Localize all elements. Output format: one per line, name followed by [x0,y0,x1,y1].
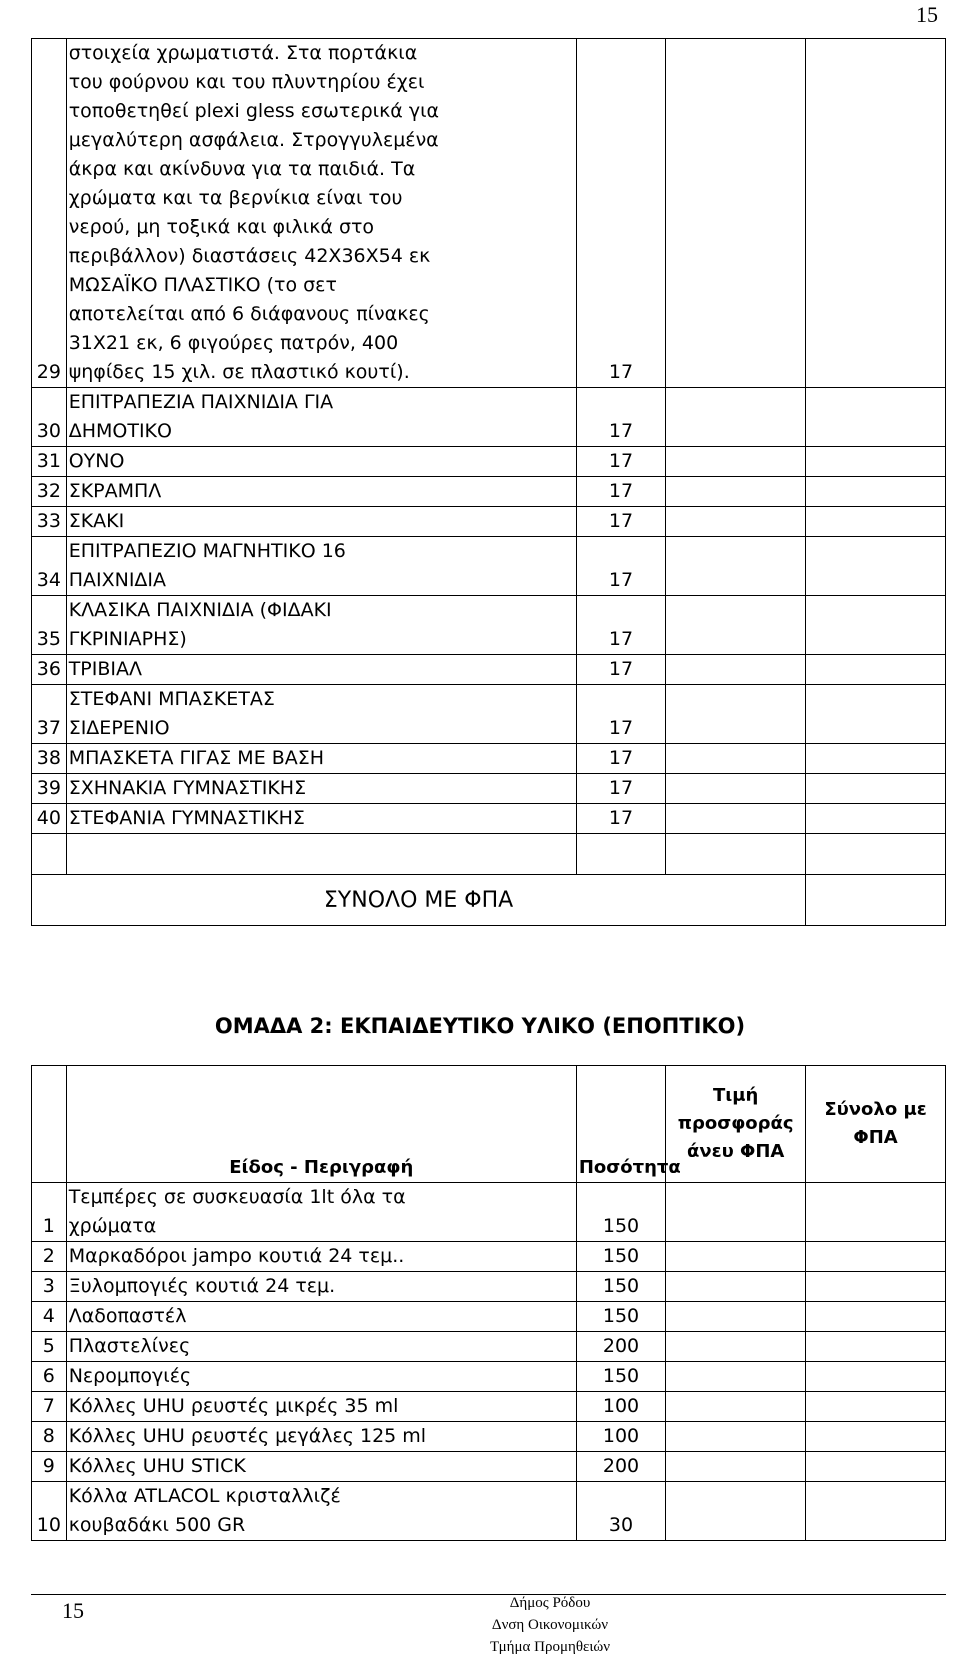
row-quantity: 17 [576,507,665,537]
description-line: τοποθετηθεί plexi gless εσωτερικά για [68,100,440,122]
table-row [32,1242,946,1272]
row-description [66,1362,576,1392]
header-price-line: προσφοράς [677,1113,794,1134]
row-price-cell [666,1272,806,1302]
row-total-cell [806,1482,946,1541]
row-quantity: 200 [576,1332,665,1362]
row-number: 33 [32,507,67,537]
description-line: Λαδοπαστέλ [68,1305,187,1327]
description-line: Νερομπογιές [68,1365,192,1387]
row-total-cell [806,685,946,744]
row-description [66,1272,576,1302]
description-line: ΔΗΜΟΤΙΚΟ [68,420,172,442]
blank-cell [806,834,946,875]
row-price-cell [666,1183,806,1242]
row-number: 2 [32,1242,67,1272]
description-line: ΚΛΑΣΙΚΑ ΠΑΙΧΝΙΔΙΑ (ΦΙΔΑΚΙ [68,599,332,621]
footer-line: Δήμος Ρόδου [509,1595,591,1611]
table-row [32,388,946,447]
header-total [806,1066,946,1183]
row-quantity: 150 [576,1272,665,1302]
row-number: 9 [32,1452,67,1482]
row-price-cell [666,537,806,596]
row-total-cell [806,1392,946,1422]
header-price-line: Τιμή [712,1085,759,1106]
row-total-cell [806,537,946,596]
row-quantity: 150 [576,1183,665,1242]
description-line: Κόλλες UHU ρευστές μεγάλες 125 ml [68,1425,427,1447]
table-row [32,507,946,537]
description-line: Κόλλα ATLACOL κρισταλλιζέ [68,1485,341,1507]
table-row [32,39,946,388]
row-number: 35 [32,596,67,655]
description-line: ΣΧΗΝΑΚΙΑ ΓΥΜΝΑΣΤΙΚΗΣ [68,777,307,799]
blank-cell [576,834,665,875]
blank-cell [666,834,806,875]
blank-row [32,834,946,875]
description-line: ΣΙΔΕΡΕΝΙΟ [68,717,170,739]
table-row [32,1482,946,1541]
row-quantity: 17 [576,596,665,655]
row-total-cell [806,744,946,774]
footer-org [420,1592,680,1658]
row-description [66,685,576,744]
row-number: 5 [32,1332,67,1362]
description-line: Ξυλομπογιές κουτιά 24 τεμ. [68,1275,336,1297]
row-price-cell [666,1452,806,1482]
row-description [66,655,576,685]
row-total-cell [806,655,946,685]
footer-line: Τμήμα Προμηθειών [489,1639,611,1655]
row-quantity: 150 [576,1302,665,1332]
row-price-cell [666,507,806,537]
row-description [66,1482,576,1541]
row-total-cell [806,507,946,537]
description-line: Κόλλες UHU ρευστές μικρές 35 ml [68,1395,399,1417]
row-quantity: 30 [576,1482,665,1541]
description-line: αποτελείται από 6 διάφανους πίνακες [68,303,430,325]
description-line: ΕΠΙΤΡΑΠΕΖΙΑ ΠΑΙΧΝΙΔΙΑ ΓΙΑ [68,391,334,413]
description-line: Τεμπέρες σε συσκευασία 1lt όλα τα [68,1186,406,1208]
row-description [66,388,576,447]
row-number: 39 [32,774,67,804]
description-line: ΓΚΡΙΝΙΑΡΗΣ) [68,628,187,650]
table-row [32,596,946,655]
row-total-cell [806,1183,946,1242]
header-total-line: ΦΠΑ [853,1127,898,1148]
table-row [32,537,946,596]
row-quantity: 17 [576,744,665,774]
description-line: Πλαστελίνες [68,1335,191,1357]
total-row [32,875,946,926]
row-number: 10 [32,1482,67,1541]
row-description [66,1452,576,1482]
table-row [32,744,946,774]
page-number-bottom: 15 [62,1598,84,1623]
header-qty: Ποσότητα [576,1066,665,1183]
row-description [66,596,576,655]
row-total-cell [806,388,946,447]
row-description [66,1302,576,1332]
row-number: 30 [32,388,67,447]
row-total-cell [806,1302,946,1332]
row-price-cell [666,1422,806,1452]
table-row [32,1392,946,1422]
description-line: χρώματα και τα βερνίκια είναι του [68,187,403,209]
row-number: 7 [32,1392,67,1422]
row-quantity: 17 [576,774,665,804]
row-total-cell [806,596,946,655]
row-description [66,537,576,596]
row-description [66,744,576,774]
table-row [32,1452,946,1482]
row-number: 36 [32,655,67,685]
blank-cell [32,834,67,875]
description-line: ΜΩΣΑΪΚΟ ΠΛΑΣΤΙΚΟ (το σετ [68,274,337,296]
description-line: μεγαλύτερη ασφάλεια. Στρογγυλεμένα [68,129,439,151]
row-quantity: 100 [576,1392,665,1422]
row-quantity: 17 [576,685,665,744]
row-total-cell [806,1242,946,1272]
description-line: Μαρκαδόροι jampo κουτιά 24 τεμ.. [68,1245,405,1267]
group-2-title: ΟΜΑΔΑ 2: ΕΚΠΑΙΔΕΥΤΙΚΟ ΥΛΙΚΟ (ΕΠΟΠΤΙΚΟ) [214,1014,746,1038]
row-price-cell [666,1242,806,1272]
description-line: ΟΥΝΟ [68,450,125,472]
table-row [32,655,946,685]
row-price-cell [666,744,806,774]
row-total-cell [806,39,946,388]
header-desc: Είδος - Περιγραφή [66,1066,576,1183]
row-number: 38 [32,744,67,774]
description-line: ΣΤΕΦΑΝΙΑ ΓΥΜΝΑΣΤΙΚΗΣ [68,807,305,829]
row-price-cell [666,1302,806,1332]
row-description [66,774,576,804]
table-row [32,804,946,834]
header-price [666,1066,806,1183]
row-total-cell [806,477,946,507]
table-row [32,685,946,744]
row-number: 37 [32,685,67,744]
row-price-cell [666,39,806,388]
row-price-cell [666,655,806,685]
description-line: άκρα και ακίνδυνα για τα παιδιά. Τα [68,158,416,180]
description-line: ΤΡΙΒΙΑΛ [68,658,143,680]
row-quantity: 17 [576,39,665,388]
row-number: 8 [32,1422,67,1452]
row-price-cell [666,1362,806,1392]
row-description [66,507,576,537]
row-quantity: 17 [576,447,665,477]
row-number: 31 [32,447,67,477]
row-total-cell [806,774,946,804]
table-row [32,1302,946,1332]
description-line: ΣΚΑΚΙ [68,510,125,532]
row-price-cell [666,388,806,447]
row-description [66,1242,576,1272]
row-description [66,1183,576,1242]
row-price-cell [666,477,806,507]
blank-cell [66,834,576,875]
total-label: ΣΥΝΟΛΟ ΜΕ ΦΠΑ [32,875,806,926]
table-row [32,1332,946,1362]
row-total-cell [806,1362,946,1392]
row-description [66,1332,576,1362]
row-number: 1 [32,1183,67,1242]
description-line: ψηφίδες 15 χιλ. σε πλαστικό κουτί). [68,361,410,383]
footer-line: Δνση Οικονομικών [491,1617,609,1633]
description-line: ΣΚΡΑΜΠΛ [68,480,162,502]
row-description [66,447,576,477]
header-num-cell [32,1066,67,1183]
description-line: ΣΤΕΦΑΝΙ ΜΠΑΣΚΕΤΑΣ [68,688,275,710]
table-row [32,1422,946,1452]
row-total-cell [806,804,946,834]
row-price-cell [666,1392,806,1422]
row-price-cell [666,1482,806,1541]
row-quantity: 17 [576,537,665,596]
table-row [32,774,946,804]
row-description [66,1422,576,1452]
table-row [32,477,946,507]
row-number: 4 [32,1302,67,1332]
row-number: 29 [32,39,67,388]
description-line: κουβαδάκι 500 GR [68,1514,246,1536]
row-total-cell [806,1272,946,1302]
row-number: 40 [32,804,67,834]
row-total-cell [806,1332,946,1362]
items-table-group1 [31,38,946,926]
description-line: 31X21 εκ, 6 φιγούρες πατρόν, 400 [68,332,399,354]
description-line: του φούρνου και του πλυντηρίου έχει [68,71,425,93]
row-price-cell [666,774,806,804]
table-row [32,447,946,477]
row-description [66,477,576,507]
description-line: περιβάλλον) διαστάσεις 42X36X54 εκ [68,245,431,267]
row-total-cell [806,1452,946,1482]
table-row [32,1183,946,1242]
row-quantity: 150 [576,1242,665,1272]
table-row [32,1272,946,1302]
row-description [66,804,576,834]
row-price-cell [666,685,806,744]
row-quantity: 17 [576,388,665,447]
description-line: νερού, μη τοξικά και φιλικά στο [68,216,375,238]
row-number: 32 [32,477,67,507]
items-table-group2 [31,1065,946,1541]
row-quantity: 17 [576,477,665,507]
row-total-cell [806,1422,946,1452]
row-quantity: 200 [576,1452,665,1482]
description-line: Κόλλες UHU STICK [68,1455,246,1477]
row-quantity: 100 [576,1422,665,1452]
row-quantity: 17 [576,655,665,685]
description-line: χρώματα [68,1215,157,1237]
page-number-top: 15 [916,2,938,27]
row-number: 34 [32,537,67,596]
row-price-cell [666,596,806,655]
header-total-line: Σύνολο με [824,1099,927,1120]
row-number: 6 [32,1362,67,1392]
row-price-cell [666,804,806,834]
description-line: ΜΠΑΣΚΕΤΑ ΓΙΓΑΣ ΜΕ ΒΑΣΗ [68,747,325,769]
total-value-cell [806,875,946,926]
table-header-row [32,1066,946,1183]
description-line: ΠΑΙΧΝΙΔΙΑ [68,569,167,591]
row-price-cell [666,447,806,477]
header-price-line: άνευ ΦΠΑ [686,1141,785,1162]
description-line: στοιχεία χρωματιστά. Στα πορτάκια [68,42,418,64]
row-price-cell [666,1332,806,1362]
row-quantity: 150 [576,1362,665,1392]
row-quantity: 17 [576,804,665,834]
row-total-cell [806,447,946,477]
table-row [32,1362,946,1392]
description-line: ΕΠΙΤΡΑΠΕΖΙΟ ΜΑΓΝΗΤΙΚΟ 16 [68,540,346,562]
row-description [66,1392,576,1422]
row-description [66,39,576,388]
row-number: 3 [32,1272,67,1302]
